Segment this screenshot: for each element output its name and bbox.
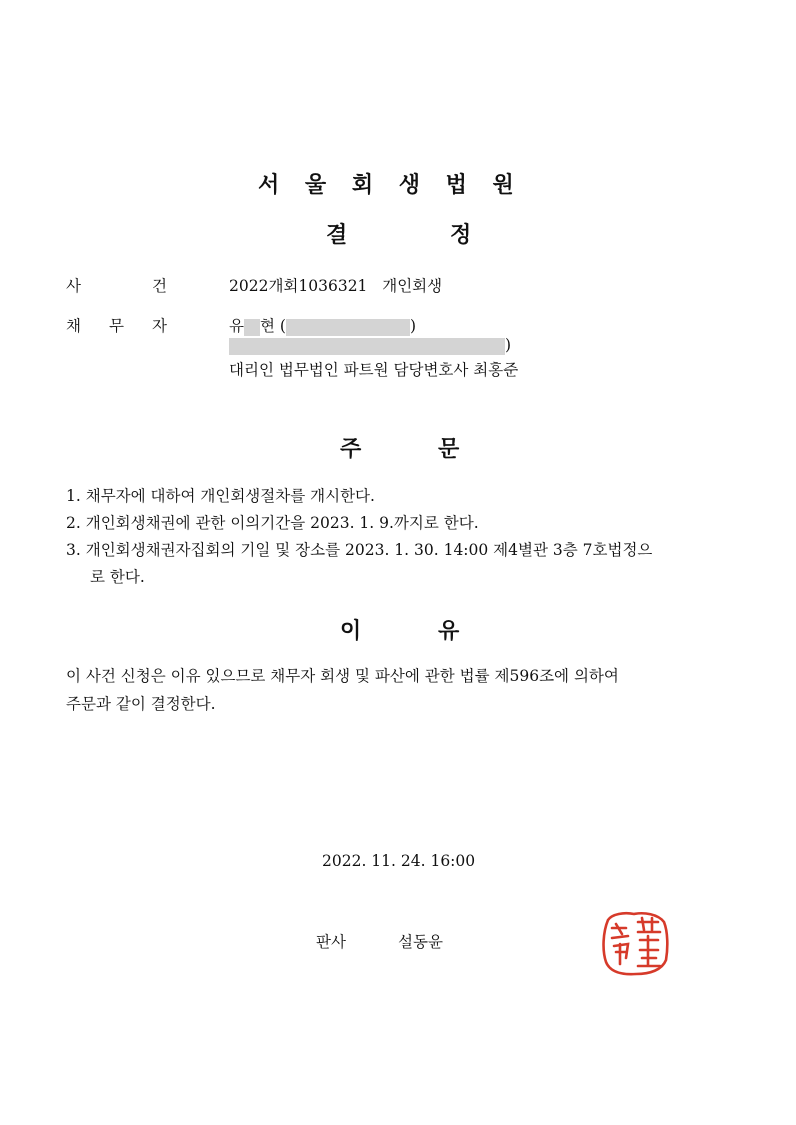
order-item-2: 2. 개인회생채권에 관한 이의기간을 2023. 1. 9.까지로 한다.	[66, 514, 479, 532]
doc-type-char-2: 정	[450, 223, 472, 248]
order-heading-char-2: 문	[438, 437, 460, 462]
court-title: 서 울 회 생 법 원	[258, 173, 514, 198]
case-label-char-1: 사	[66, 277, 81, 295]
decision-date: 2022. 11. 24. 16:00	[322, 852, 476, 870]
case-number	[229, 274, 442, 296]
order-item-1: 1. 채무자에 대하여 개인회생절차를 개시한다.	[66, 487, 375, 505]
reason-heading-char-1: 이	[340, 619, 362, 644]
debtor-label-char-1: 채	[66, 317, 81, 335]
open-paren: (	[279, 317, 286, 335]
order-heading-char-1: 주	[340, 437, 362, 462]
reason-line-1: 이 사건 신청은 이유 있으므로 채무자 회생 및 파산에 관한 법률 제596조에 의하여	[66, 667, 619, 685]
reason-heading-char-2: 유	[438, 619, 460, 644]
close-paren: )	[409, 317, 417, 335]
debtor-name-last: 현	[259, 317, 275, 335]
redaction-block	[244, 319, 260, 336]
redaction-block-id	[286, 319, 410, 336]
debtor-address-line	[229, 336, 511, 355]
reason-line-2: 주문과 같이 결정한다.	[66, 695, 216, 713]
case-label-char-2: 건	[152, 277, 167, 295]
debtor-label-char-2: 무	[109, 317, 124, 335]
debtor-agent: 대리인 법무법인 파트원 담당변호사 최홍준	[229, 361, 519, 379]
case-type: 개인회생	[382, 277, 443, 295]
order-item-3-continued: 로 한다.	[90, 568, 145, 586]
debtor-name-first: 유	[229, 317, 244, 335]
judge-seal-icon	[598, 908, 672, 978]
case-number-value: 2022개회1036321	[229, 277, 368, 295]
debtor-label-char-3: 자	[152, 317, 167, 335]
judge-name: 설동윤	[398, 933, 443, 951]
judge-title: 판사	[316, 933, 346, 951]
close-paren-address: )	[505, 336, 512, 354]
redaction-block-address	[229, 338, 505, 355]
doc-type-char-1: 결	[326, 223, 348, 248]
order-item-3: 3. 개인회생채권자집회의 기일 및 장소를 2023. 1. 30. 14:00 제4별관 3층 7호법정으	[66, 541, 653, 559]
debtor-name-line	[229, 314, 416, 336]
